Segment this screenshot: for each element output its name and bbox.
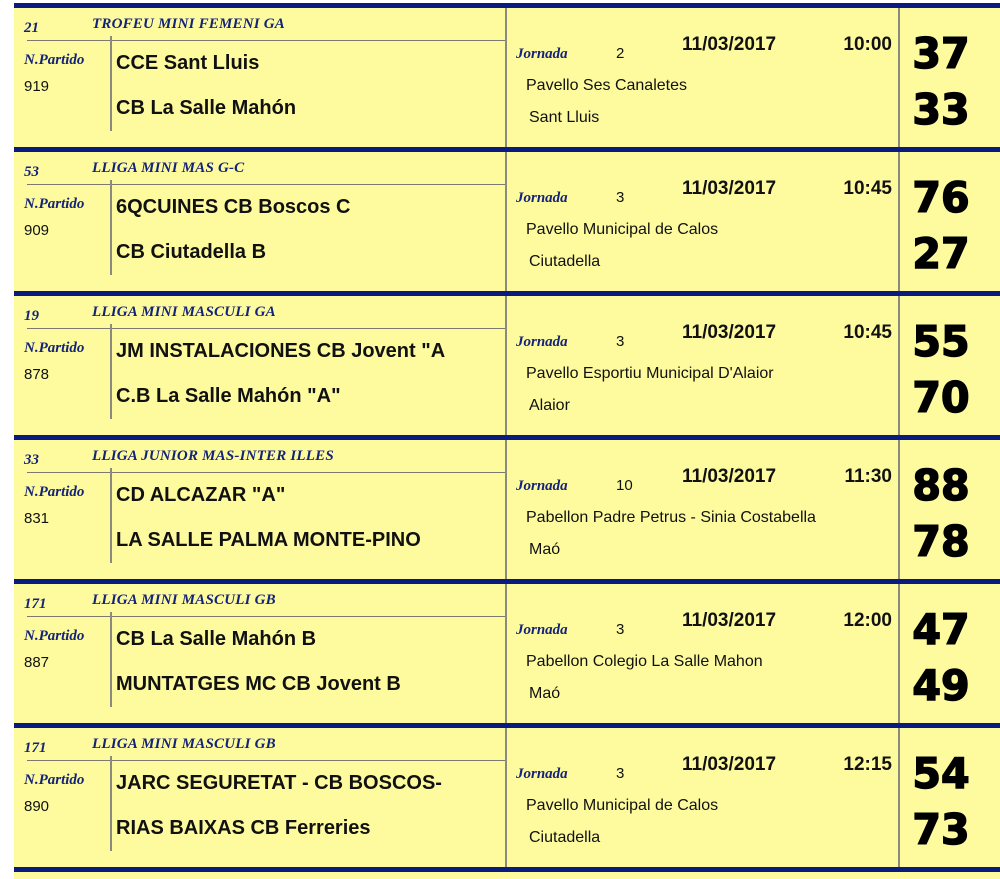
home-score: 88 <box>912 461 970 510</box>
match-date: 11/03/2017 <box>682 466 777 487</box>
match-time: 10:45 <box>843 178 892 199</box>
match-card <box>14 584 1000 723</box>
score-divider <box>898 152 900 291</box>
header-divider <box>27 616 506 617</box>
home-team: CD ALCAZAR "A" <box>116 484 286 506</box>
team-divider <box>110 756 112 851</box>
competition-name: LLIGA MINI MASCULI GB <box>92 736 276 752</box>
venue: Pavello Municipal de Calos <box>526 221 719 238</box>
match-date: 11/03/2017 <box>682 610 777 631</box>
results-sheet <box>14 3 1000 879</box>
home-score: 54 <box>912 749 970 798</box>
team-divider <box>110 180 112 275</box>
home-team: 6QCUINES CB Boscos C <box>116 196 351 218</box>
match-number-label: N.Partido <box>24 196 85 212</box>
header-divider <box>27 328 506 329</box>
match-date: 11/03/2017 <box>682 178 777 199</box>
score-divider <box>898 296 900 435</box>
away-team: LA SALLE PALMA MONTE-PINO <box>116 529 421 551</box>
away-team: CB Ciutadella B <box>116 241 267 263</box>
away-score: 70 <box>912 373 970 422</box>
match-number: 831 <box>24 510 50 527</box>
round-label: Jornada <box>516 766 568 782</box>
home-team: JARC SEGURETAT - CB BOSCOS- <box>116 772 442 794</box>
team-divider <box>110 468 112 563</box>
home-score: 47 <box>912 605 970 654</box>
home-score: 37 <box>912 29 970 78</box>
competition-name: LLIGA MINI MAS G-C <box>92 160 245 176</box>
venue: Pavello Municipal de Calos <box>526 797 719 814</box>
away-score: 49 <box>912 661 970 710</box>
away-score: 73 <box>912 805 970 854</box>
away-team: MUNTATGES MC CB Jovent B <box>116 673 401 695</box>
header-divider <box>27 40 506 41</box>
match-card <box>14 728 1000 867</box>
competition-name: LLIGA JUNIOR MAS-INTER ILLES <box>92 448 334 464</box>
competition-name: TROFEU MINI FEMENI GA <box>92 16 285 32</box>
home-score: 55 <box>912 317 970 366</box>
home-team: CB La Salle Mahón B <box>116 628 317 650</box>
away-team: RIAS BAIXAS CB Ferreries <box>116 817 371 839</box>
match-card <box>14 440 1000 579</box>
match-number: 919 <box>24 78 50 95</box>
away-team: C.B La Salle Mahón "A" <box>116 385 341 407</box>
competition-id: 19 <box>24 308 39 324</box>
round-value: 3 <box>616 189 625 206</box>
score-divider <box>898 8 900 147</box>
round-label: Jornada <box>516 622 568 638</box>
column-divider <box>505 152 507 291</box>
column-divider <box>505 584 507 723</box>
city: Maó <box>529 541 561 558</box>
competition-id: 53 <box>24 164 39 180</box>
match-time: 12:00 <box>843 610 892 631</box>
round-label: Jornada <box>516 334 568 350</box>
score-divider <box>898 584 900 723</box>
column-divider <box>505 728 507 867</box>
venue: Pavello Ses Canaletes <box>526 77 687 94</box>
venue: Pavello Esportiu Municipal D'Alaior <box>526 365 774 382</box>
match-card <box>14 8 1000 147</box>
team-divider <box>110 36 112 131</box>
column-divider <box>505 296 507 435</box>
match-date: 11/03/2017 <box>682 754 777 775</box>
home-team: JM INSTALACIONES CB Jovent "A <box>116 340 446 362</box>
match-card <box>14 296 1000 435</box>
match-time: 11:30 <box>844 466 892 487</box>
round-value: 3 <box>616 621 625 638</box>
match-number-label: N.Partido <box>24 340 85 356</box>
match-time: 10:45 <box>843 322 892 343</box>
home-score: 76 <box>912 173 970 222</box>
competition-name: LLIGA MINI MASCULI GB <box>92 592 276 608</box>
match-card <box>14 152 1000 291</box>
round-value: 3 <box>616 333 625 350</box>
score-divider <box>898 728 900 867</box>
header-divider <box>27 184 506 185</box>
match-number: 878 <box>24 366 50 383</box>
round-label: Jornada <box>516 190 568 206</box>
match-number-label: N.Partido <box>24 52 85 68</box>
column-divider <box>505 8 507 147</box>
header-divider <box>27 760 506 761</box>
home-team: CCE Sant Lluis <box>116 52 260 74</box>
match-separator <box>14 867 1000 872</box>
round-value: 10 <box>616 477 633 494</box>
competition-id: 171 <box>24 740 47 756</box>
team-divider <box>110 612 112 707</box>
city: Ciutadella <box>529 253 601 270</box>
round-value: 3 <box>616 765 625 782</box>
city: Ciutadella <box>529 829 601 846</box>
venue: Pabellon Padre Petrus - Sinia Costabella <box>526 509 816 526</box>
match-number-label: N.Partido <box>24 772 85 788</box>
round-label: Jornada <box>516 478 568 494</box>
match-number-label: N.Partido <box>24 484 85 500</box>
away-score: 78 <box>912 517 970 566</box>
column-divider <box>505 440 507 579</box>
match-number-label: N.Partido <box>24 628 85 644</box>
competition-id: 21 <box>24 20 39 36</box>
match-date: 11/03/2017 <box>682 34 777 55</box>
match-number: 890 <box>24 798 50 815</box>
city: Alaior <box>529 397 570 414</box>
away-score: 33 <box>912 85 970 134</box>
competition-name: LLIGA MINI MASCULI GA <box>92 304 276 320</box>
competition-id: 33 <box>24 452 39 468</box>
away-team: CB La Salle Mahón <box>116 97 297 119</box>
match-date: 11/03/2017 <box>682 322 777 343</box>
round-value: 2 <box>616 45 625 62</box>
city: Sant Lluis <box>529 109 600 126</box>
round-label: Jornada <box>516 46 568 62</box>
competition-id: 171 <box>24 596 47 612</box>
match-time: 12:15 <box>843 754 892 775</box>
away-score: 27 <box>912 229 970 278</box>
match-time: 10:00 <box>843 34 892 55</box>
match-number: 909 <box>24 222 50 239</box>
header-divider <box>27 472 506 473</box>
venue: Pabellon Colegio La Salle Mahon <box>526 653 763 670</box>
city: Maó <box>529 685 561 702</box>
score-divider <box>898 440 900 579</box>
team-divider <box>110 324 112 419</box>
match-number: 887 <box>24 654 50 671</box>
